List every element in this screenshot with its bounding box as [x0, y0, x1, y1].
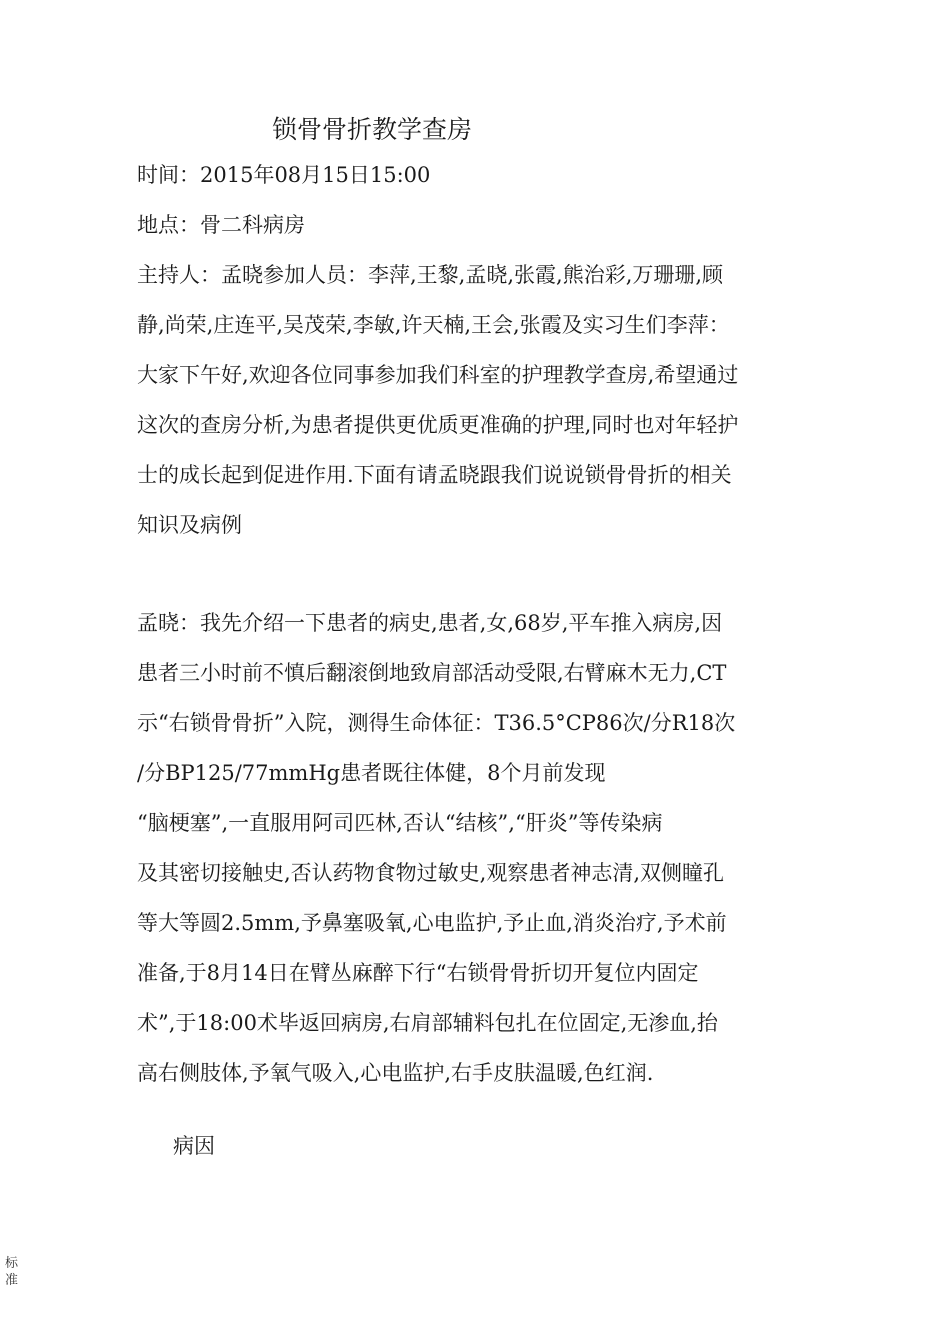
case-line: 高右侧肢体,予氧气吸入,心电监护,右手皮肤温暖,色红润.	[137, 1061, 654, 1085]
intro-line: 大家下午好,欢迎各位同事参加我们科室的护理教学查房,希望通过	[137, 363, 739, 387]
meeting-place: 地点：骨二科病房	[137, 213, 305, 237]
intro-line: 士的成长起到促进作用.下面有请孟晓跟我们说说锁骨骨折的相关	[137, 463, 732, 487]
case-line: 准备,于8月14日在臂丛麻醉下行“右锁骨骨折切开复位内固定	[137, 961, 699, 985]
case-line: 及其密切接触史,否认药物食物过敏史,观察患者神志清,双侧瞳孔	[137, 861, 725, 885]
case-line: 示“右锁骨骨折”入院，测得生命体征：T36.5°CP86次/分R18次	[137, 711, 736, 735]
case-line: “脑梗塞”,一直服用阿司匹林,否认“结核”,“肝炎”等传染病	[137, 811, 663, 835]
footer-char: 准	[5, 1273, 19, 1288]
intro-line: 这次的查房分析,为患者提供更优质更准确的护理,同时也对年轻护	[137, 413, 739, 437]
footer-char: 标	[5, 1256, 19, 1271]
case-line: /分BP125/77mmHg患者既往体健，8个月前发现	[137, 761, 606, 785]
meeting-time: 时间：2015年08月15日15:00	[137, 163, 431, 187]
case-line: 孟晓：我先介绍一下患者的病史,患者,女,68岁,平车推入病房,因	[137, 611, 723, 635]
intro-line: 知识及病例	[137, 513, 242, 537]
intro-line: 主持人：孟晓参加人员：李萍,王黎,孟晓,张霞,熊治彩,万珊珊,顾	[137, 263, 724, 287]
footer-mark	[5, 1255, 21, 1289]
case-line: 患者三小时前不慎后翻滚倒地致肩部活动受限,右臂麻木无力,CT	[137, 661, 727, 685]
document-title: 锁骨骨折教学查房	[272, 115, 473, 144]
section-heading-etiology: 病因	[173, 1134, 215, 1158]
intro-line: 静,尚荣,庄连平,吴茂荣,李敏,许天楠,王会,张霞及实习生们李萍：	[137, 313, 730, 337]
case-line: 等大等圆2.5mm,予鼻塞吸氧,心电监护,予止血,消炎治疗,予术前	[137, 911, 727, 935]
case-line: 术”,于18:00术毕返回病房,右肩部辅料包扎在位固定,无渗血,抬	[137, 1011, 718, 1035]
